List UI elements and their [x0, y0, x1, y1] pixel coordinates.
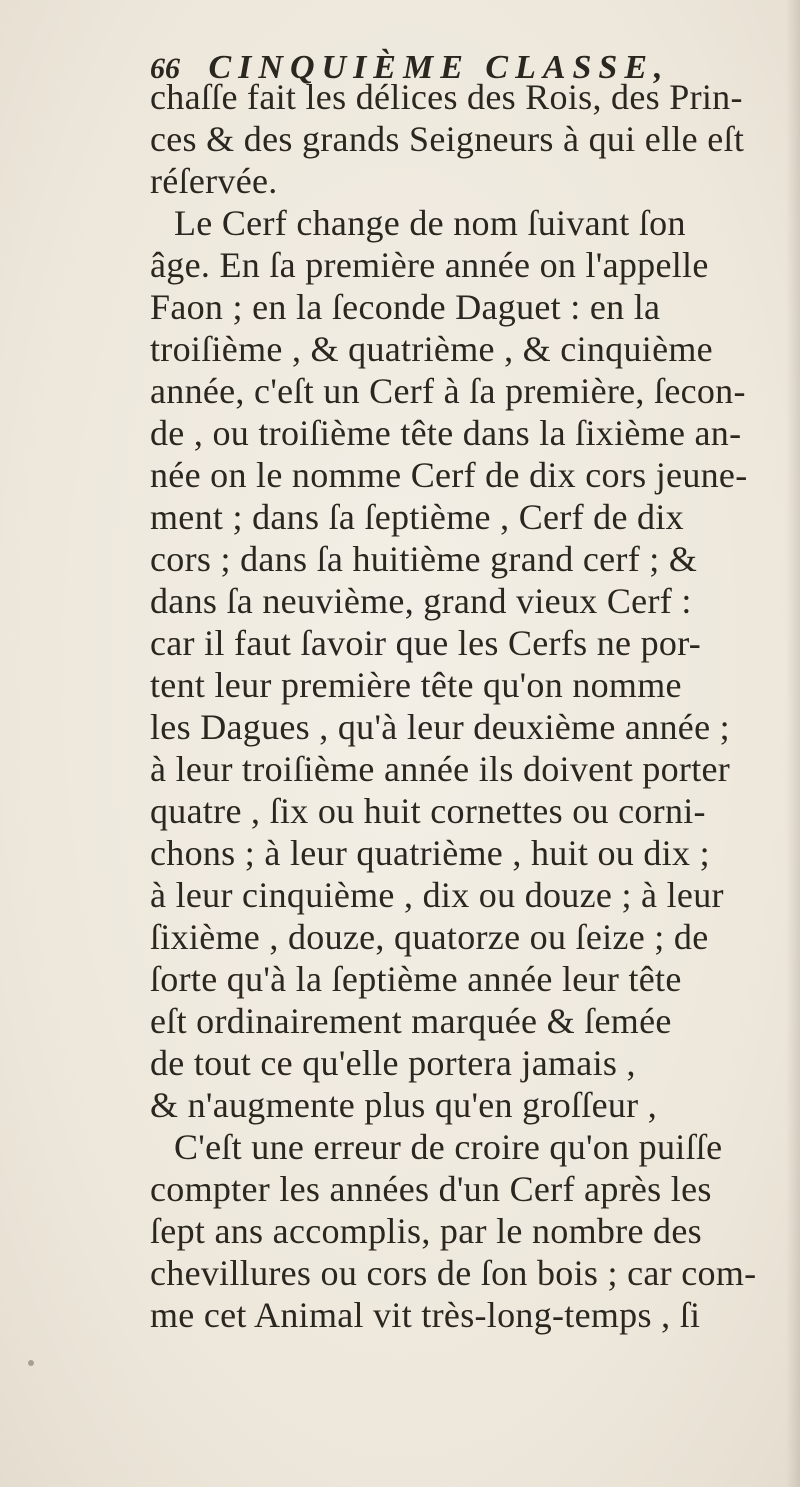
- text-line: Faon ; en la ſeconde Daguet : en la: [150, 287, 661, 327]
- text-line: de , ou troiſième tête dans la ſixième an-: [150, 413, 742, 453]
- text-line: chons ; à leur quatrième , huit ou dix ;: [150, 833, 710, 873]
- page-edge-shadow: [786, 0, 800, 1487]
- text-line: compter les années d'un Cerf après les: [150, 1169, 712, 1209]
- text-line: année, c'eſt un Cerf à ſa première, ſecon-: [150, 371, 746, 411]
- page-number: 66: [150, 52, 180, 85]
- text-line: ſixième , douze, quatorze ou ſeize ; de: [150, 917, 709, 957]
- text-line: tent leur première tête qu'on nomme: [150, 665, 682, 705]
- text-line: ment ; dans ſa ſeptième , Cerf de dix: [150, 497, 684, 537]
- text-line: réſervée.: [150, 161, 278, 201]
- text-line: chevillures ou cors de ſon bois ; car com-: [150, 1253, 757, 1293]
- text-line: chaſſe fait les délices des Rois, des Prin-: [150, 77, 743, 117]
- text-line: troiſième , & quatrième , & cinquième: [150, 329, 713, 369]
- text-line: ces & des grands Seigneurs à qui elle eſt: [150, 119, 745, 159]
- text-line: ſept ans accomplis, par le nombre des: [150, 1211, 702, 1251]
- text-line: à leur troiſième année ils doivent porter: [150, 749, 731, 789]
- text-line: cors ; dans ſa huitième grand cerf ; &: [150, 539, 698, 579]
- text-line: née on le nomme Cerf de dix cors jeune-: [150, 455, 748, 495]
- text-line: à leur cinquième , dix ou douze ; à leur: [150, 875, 724, 915]
- text-line: me cet Animal vit très-long-temps , ſi: [150, 1295, 701, 1335]
- text-line: Le Cerf change de nom ſuivant ſon: [174, 203, 686, 243]
- text-line: dans ſa neuvième, grand vieux Cerf :: [150, 581, 692, 621]
- text-line: âge. En ſa première année on l'appelle: [150, 245, 709, 285]
- body-text: [150, 76, 770, 1336]
- text-line: de tout ce qu'elle portera jamais ,: [150, 1043, 636, 1083]
- text-line: eſt ordinairement marquée & ſemée: [150, 1001, 672, 1041]
- text-line: car il faut ſavoir que les Cerfs ne por-: [150, 623, 702, 663]
- text-line: & n'augmente plus qu'en groſſeur ,: [150, 1085, 658, 1125]
- running-title: CINQUIÈME CLASSE,: [208, 49, 670, 86]
- paper-speck: [28, 1360, 34, 1366]
- text-line: C'eſt une erreur de croire qu'on puiſſe: [174, 1127, 723, 1167]
- text-line: ſorte qu'à la ſeptième année leur tête: [150, 959, 682, 999]
- text-line: les Dagues , qu'à leur deuxième année ;: [150, 707, 730, 747]
- text-line: quatre , ſix ou huit cornettes ou corni-: [150, 791, 706, 831]
